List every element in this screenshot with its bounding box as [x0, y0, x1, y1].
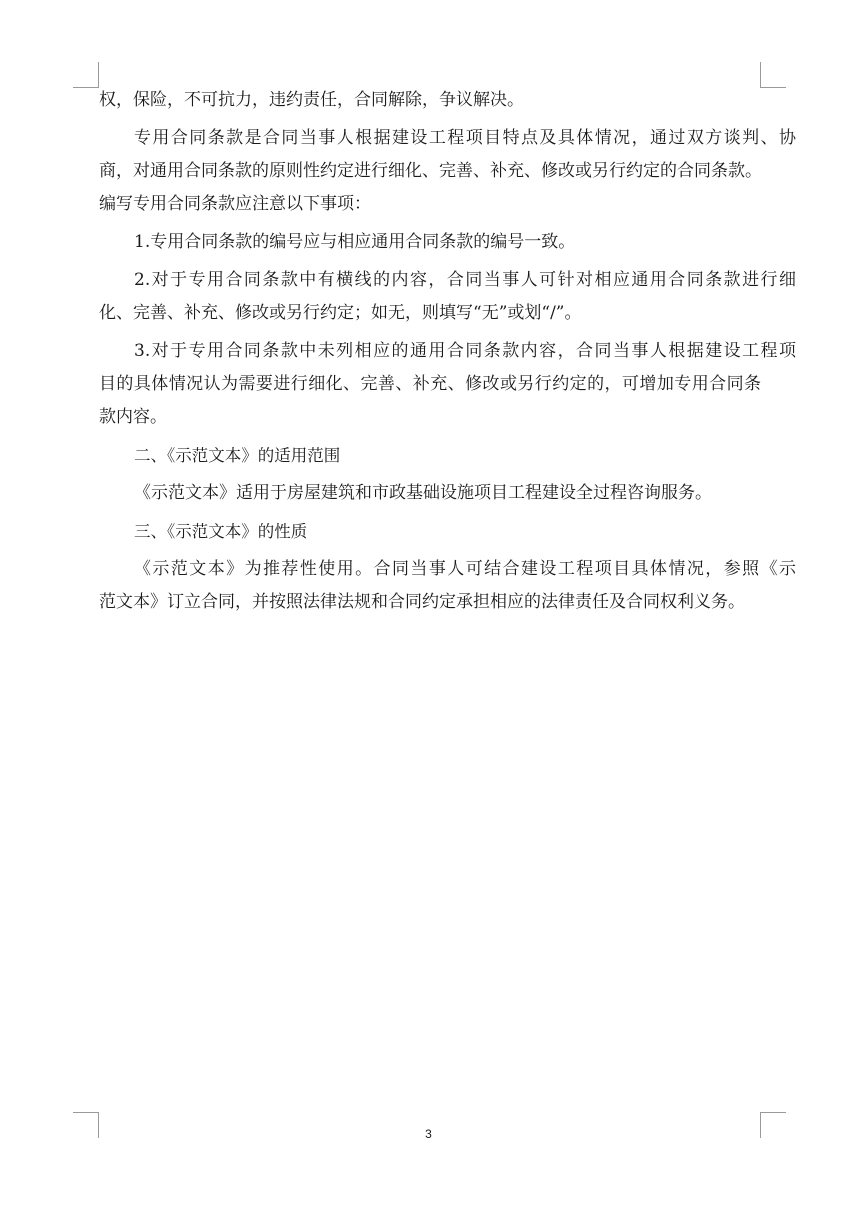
paragraph-line: 权，保险，不可抗力，违约责任，合同解除，争议解决。: [99, 90, 524, 110]
section-heading-scope: 二、《示范文本》的适用范围: [134, 446, 341, 465]
crop-mark-top-left: [73, 62, 99, 88]
paragraph-line: 《示范文本》为推荐性使用。合同当事人可结合建设工程项目具体情况，参照《示: [134, 559, 796, 579]
paragraph-line: 编写专用合同条款应注意以下事项：: [99, 194, 371, 214]
list-item-1: 1.专用合同条款的编号应与相应通用合同条款的编号一致。: [134, 232, 576, 252]
crop-mark-top-right: [760, 62, 786, 88]
paragraph-line: 商，对通用合同条款的原则性约定进行细化、完善、补充、修改或另行约定的合同条款。: [99, 161, 762, 181]
page-number: 3: [425, 1127, 432, 1141]
list-item-2-continued: 化、完善、补充、修改或另行约定；如无，则填写“无”或划“/”。: [99, 303, 582, 323]
section-heading-nature: 三、《示范文本》的性质: [134, 522, 308, 541]
list-item-2: 2.对于专用合同条款中有横线的内容，合同当事人可针对相应通用合同条款进行细: [134, 270, 796, 290]
paragraph-line: 范文本》订立合同，并按照法律法规和合同约定承担相应的法律责任及合同权利义务。: [99, 592, 745, 612]
list-item-3-continued: 目的具体情况认为需要进行细化、完善、补充、修改或另行约定的，可增加专用合同条: [99, 374, 761, 394]
list-item-3: 3.对于专用合同条款中未列相应的通用合同条款内容，合同当事人根据建设工程项: [134, 341, 796, 361]
document-body: [99, 84, 796, 619]
paragraph-line: 《示范文本》适用于房屋建筑和市政基础设施项目工程建设全过程咨询服务。: [134, 483, 712, 503]
paragraph-line: 专用合同条款是合同当事人根据建设工程项目特点及具体情况，通过双方谈判、协: [134, 128, 796, 148]
list-item-3-continued: 款内容。: [99, 407, 167, 427]
